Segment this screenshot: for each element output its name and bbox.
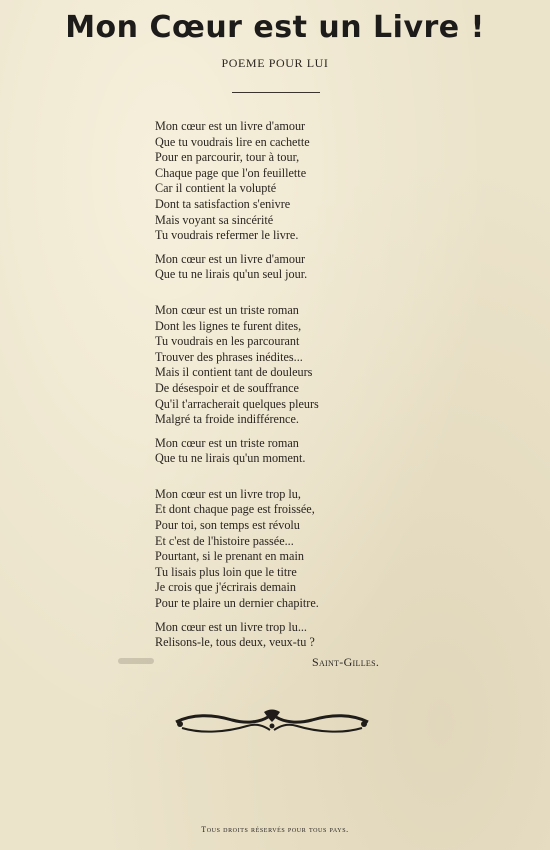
poem-line: Mais voyant sa sincérité xyxy=(155,212,274,227)
poem-line: Pourtant, si le prenant en main xyxy=(155,549,304,564)
poem-line: Tu lisais plus loin que le titre xyxy=(155,564,297,579)
poem-line: Que tu voudrais lire en cachette xyxy=(155,134,310,149)
poem-line: Dont les lignes te furent dites, xyxy=(155,318,302,333)
poem-title: Mon Cœur est un Livre ! xyxy=(65,10,485,45)
poem-line: Pour te plaire un dernier chapitre. xyxy=(155,596,319,611)
poem-line: Mais il contient tant de douleurs xyxy=(155,365,313,380)
poem-line: Et dont chaque page est froissée, xyxy=(155,502,315,517)
poem-line: Mon cœur est un livre d'amour xyxy=(155,119,306,133)
poem-line: Mon cœur est un livre trop lu... xyxy=(155,619,307,634)
poem-line: Malgré ta froide indifférence. xyxy=(155,412,299,427)
stanza-3 xyxy=(155,487,435,612)
poem-line: Mon cœur est un triste roman xyxy=(155,302,299,317)
title-divider xyxy=(232,92,320,93)
poem-line: Dont ta satisfaction s'enivre xyxy=(155,196,291,211)
copyright-footer: Tous droits réservés pour tous pays. xyxy=(201,825,349,834)
poem-subtitle: POEME POUR LUI xyxy=(221,56,329,70)
poem-line: Et c'est de l'histoire passée... xyxy=(155,533,294,548)
refrain-3 xyxy=(155,620,435,651)
refrain-1 xyxy=(155,252,435,283)
stanza-2 xyxy=(155,303,435,428)
poem-line: Tu voudrais en les parcourant xyxy=(155,334,300,349)
poem-line: Car il contient la volupté xyxy=(155,181,277,196)
poem-line: Mon cœur est un triste roman xyxy=(155,435,299,450)
poem-line: Pour en parcourir, tour à tour, xyxy=(155,150,300,165)
poem-line: Pour toi, son temps est révolu xyxy=(155,518,300,533)
ink-smudge xyxy=(118,658,154,664)
poem-line: De désespoir et de souffrance xyxy=(155,380,299,395)
poem-line: Trouver des phrases inédites... xyxy=(155,349,303,364)
author-signature: Saint-Gilles. xyxy=(312,655,380,669)
decorative-ornament-icon xyxy=(172,708,372,738)
poem-line: Chaque page que l'on feuillette xyxy=(155,165,307,180)
poem-line: Je crois que j'écrirais demain xyxy=(155,580,296,595)
refrain-2 xyxy=(155,436,435,467)
poem-line: Tu voudrais refermer le livre. xyxy=(155,228,299,243)
poem-body xyxy=(155,119,435,651)
poem-line: Relisons-le, tous deux, veux-tu ? xyxy=(155,635,315,650)
poem-line: Que tu ne lirais qu'un seul jour. xyxy=(155,267,308,282)
stanza-1 xyxy=(155,119,435,244)
poem-line: Mon cœur est un livre trop lu, xyxy=(155,486,301,501)
poem-line: Qu'il t'arracherait quelques pleurs xyxy=(155,396,319,411)
poem-line: Mon cœur est un livre d'amour xyxy=(155,251,306,266)
poem-line: Que tu ne lirais qu'un moment. xyxy=(155,451,306,466)
